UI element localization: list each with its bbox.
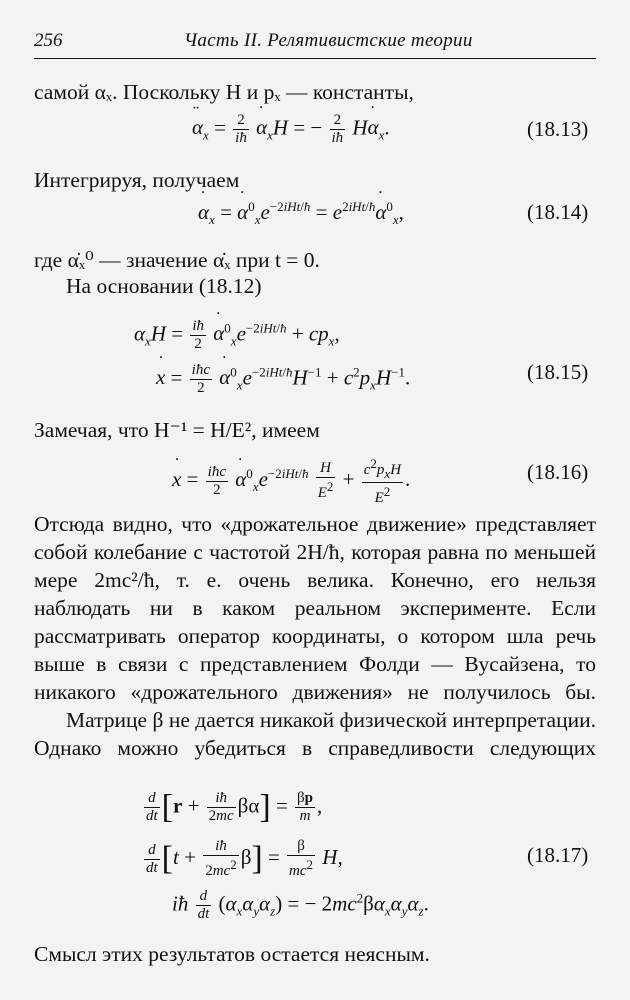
equation-number-18-13: (18.13) [527, 117, 589, 141]
paragraph-6 [34, 510, 596, 706]
paragraph-3: где α̇ₓ⁰ — значение α̇ₓ при t = 0. [34, 248, 320, 272]
equation-18-17c: iħ $\frac{d}{dt}$ $(\alpha_x\alpha_y\alpha_z)$ = − $2mc^2\beta\alpha_x\alpha_y\alpha_z$. [172, 888, 429, 922]
equation-number-18-17: (18.17) [527, 843, 589, 867]
equation-18-14: ˙ $\alpha_x$ = ˙ $\alpha^0_xe^{-2iHt/ħ}$ = $e^{2iHt/ħ}˙$ $\alpha^0_x$, [198, 200, 404, 226]
paragraph-4: На основании (18.12) [66, 274, 262, 298]
equation-18-16: ˙ x = $\frac{\text{iħc}}{2}$ ˙ $\alpha^0_xe^{-2iHt/ħ}$ $\frac{H}{E^2}$ + $\frac{c^2p_xH}{E^2}$ . [172, 455, 410, 507]
paragraph-6-text: Отсюда видно, что «дрожательное движение» представляет собой колебание с частотой 2H/ħ, которая равна по меньшей мере 2mc²/ħ, т. е. очень велика. Конечно, его нельзя наблюдать ни в каком реальном эксперименте. Если рассматривать оператор координаты, о котором шла речь выше в связи с представлением Фолди — Вусайзена, то никакого «дрожательного движения» не получилось бы. [34, 512, 596, 704]
paragraph-7: Матрице β не дается никакой физической интерпретации. Однако можно убедиться в справедливости следующих [34, 708, 596, 760]
paragraph-2: Интегрируя, получаем [34, 168, 240, 192]
paragraph-5: Замечая, что H⁻¹ = H/E², имеем [34, 418, 320, 442]
equation-18-17a: $\frac{d}{dt}$ [r + $\frac{iħ}{2mc}$ βα] = $\frac{\beta p}{m}$ , [146, 788, 323, 826]
equation-18-17b: $\frac{d}{dt}$ [t + $\frac{iħ}{2mc^2}$ β] = $\frac{\beta}{mc^2}$ H, [146, 838, 343, 879]
equation-18-15b: ˙ x = $\frac{\text{iħc}}{2}$ ˙ $\alpha^0_xe^{-2iHt/ħ}H^{-1} + c^2p_xH^{-1}$. [156, 362, 410, 397]
paragraph-8: Смысл этих результатов остается неясным. [34, 942, 430, 966]
page-number: 256 [34, 30, 63, 51]
equation-number-18-14: (18.14) [527, 200, 589, 224]
equation-18-15a: $\alpha_xH$ = $\frac{iħ}{2}$ ˙ $\alpha^0_xe^{-2iHt/ħ} + cp_x$, [134, 318, 340, 353]
paragraph-1: самой αₓ. Поскольку H и pₓ — константы, [34, 80, 414, 104]
page-header [34, 28, 596, 59]
equation-number-18-15: (18.15) [527, 360, 589, 384]
running-title: Часть II. Релятивистские теории [184, 30, 473, 51]
equation-number-18-16: (18.16) [527, 460, 589, 484]
equation-18-13: ¨ $\alpha_x$ = $\frac{2}{iħ}$ ˙ $\alpha_xH$ = − $\frac{2}{iħ}$ H˙ $\alpha_x$. [192, 112, 390, 147]
